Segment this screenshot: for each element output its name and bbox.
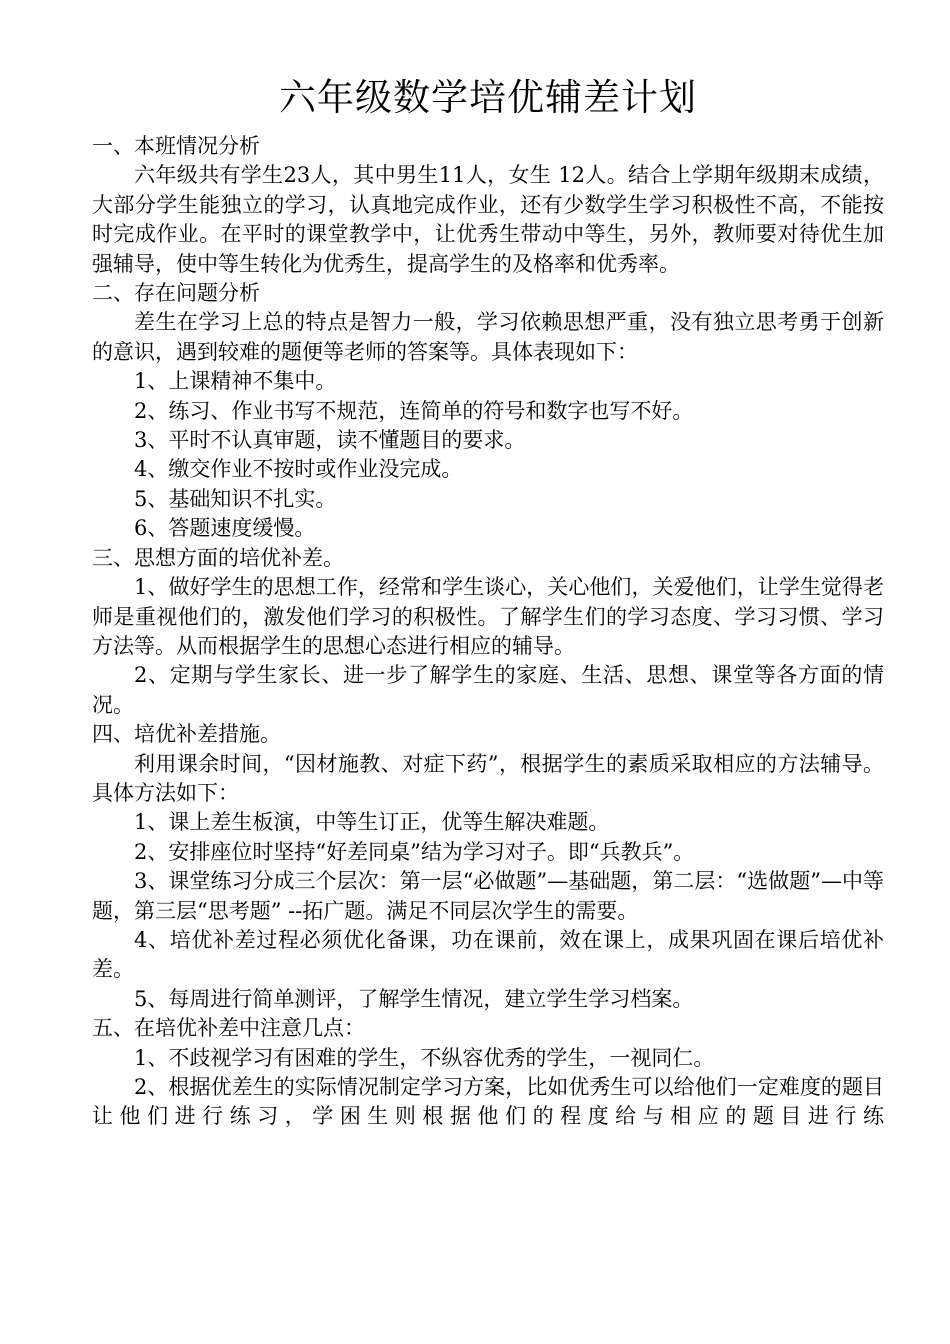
paragraph: 差生在学习上总的特点是智力一般，学习依赖思想严重，没有独立思考勇于创新的意识，遇到较难的题便等老师的答案等。具体表现如下：	[92, 310, 884, 364]
section-heading: 四、培优补差措施。	[92, 722, 281, 747]
section-problem-analysis	[92, 279, 884, 544]
section-notes	[92, 1014, 884, 1132]
list-item: 3、课堂练习分成三个层次：第一层“必做题”—基础题，第二层：“选做题”—中等题，第三层“思考题” --拓广题。满足不同层次学生的需要。	[92, 869, 884, 923]
list-item: 6、答题速度缓慢。	[134, 516, 316, 541]
document-title: 六年级数学培优辅差计划	[279, 76, 697, 119]
list-item: 5、每周进行简单测评，了解学生情况，建立学生学习档案。	[134, 986, 694, 1011]
section-measures	[92, 720, 884, 1014]
list-item: 5、基础知识不扎实。	[134, 486, 337, 511]
section-heading: 一、本班情况分析	[92, 134, 260, 158]
section-ideology	[92, 544, 884, 720]
paragraph: 2、定期与学生家长、进一步了解学生的家庭、生活、思想、课堂等各方面的情况。	[92, 663, 884, 717]
paragraph: 1、做好学生的思想工作，经常和学生谈心，关心他们，关爱他们，让学生觉得老师是重视他们的，激发他们学习的积极性。了解学生们的学习态度、学习习惯、学习方法等。从而根据学生的思想心态进行相应的辅导。	[92, 575, 884, 658]
list-item: 3、平时不认真审题，读不懂题目的要求。	[134, 428, 526, 453]
list-item: 4、缴交作业不按时或作业没完成。	[134, 457, 463, 482]
list-item: 2、练习、作业书写不规范，连简单的符号和数字也写不好。	[134, 398, 694, 423]
section-class-analysis	[92, 132, 884, 279]
section-heading: 三、思想方面的培优补差。	[92, 545, 344, 570]
section-heading: 五、在培优补差中注意几点：	[92, 1016, 365, 1041]
document-body	[92, 132, 884, 1132]
paragraph: 六年级共有学生23人，其中男生11人，女生 12人。结合上学期年级期末成绩，大部分学生能独立的学习，认真地完成作业，还有少数学生学习积极性不高，不能按时完成作业。在平时的课堂教学中，让优秀生带动中等生，另外，教师要对待优生加强辅导，使中等生转化为优秀生，提高学生的及格率和优秀率。	[92, 163, 884, 276]
paragraph: 利用课余时间，“因材施教、对症下药”，根据学生的素质采取相应的方法辅导。具体方法如下：	[92, 751, 884, 805]
list-item: 1、上课精神不集中。	[134, 369, 337, 394]
list-item: 1、课上差生板演，中等生订正，优等生解决难题。	[134, 810, 610, 835]
list-item: 1、不歧视学习有困难的学生，不纵容优秀的学生，一视同仁。	[134, 1045, 715, 1070]
list-item: 2、安排座位时坚持“好差同桌”结为学习对子。即“兵教兵”。	[134, 839, 695, 864]
section-heading: 二、存在问题分析	[92, 281, 260, 306]
document-page	[92, 70, 884, 1132]
list-item: 4、培优补差过程必须优化备课，功在课前，效在课上，成果巩固在课后培优补差。	[92, 927, 884, 982]
paragraph: 2、根据优差生的实际情况制定学习方案，比如优秀生可以给他们一定难度的题目让他们进行练习，学困生则根据他们的程度给与相应的题目进行练	[92, 1075, 884, 1129]
